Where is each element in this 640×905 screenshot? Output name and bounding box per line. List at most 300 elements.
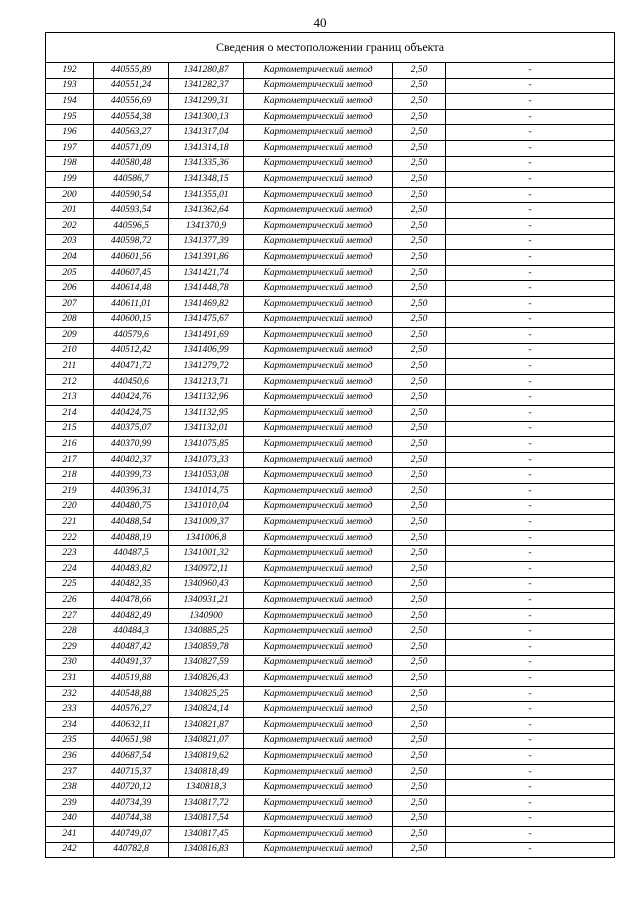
y-coordinate-cell: 1340826,43	[169, 671, 244, 687]
y-coordinate-cell: 1340960,43	[169, 577, 244, 593]
x-coordinate-cell: 440554,38	[94, 109, 169, 125]
note-cell: -	[446, 749, 615, 765]
note-cell: -	[446, 546, 615, 562]
accuracy-cell: 2,50	[393, 468, 446, 484]
method-cell: Картометрический метод	[244, 639, 393, 655]
y-coordinate-cell: 1341282,37	[169, 78, 244, 94]
y-coordinate-cell: 1341491,69	[169, 328, 244, 344]
point-number-cell: 233	[46, 702, 94, 718]
note-cell: -	[446, 452, 615, 468]
method-cell: Картометрический метод	[244, 686, 393, 702]
table-row	[46, 686, 615, 702]
note-cell: -	[446, 484, 615, 500]
accuracy-cell: 2,50	[393, 109, 446, 125]
x-coordinate-cell: 440555,89	[94, 63, 169, 79]
y-coordinate-cell: 1340931,21	[169, 593, 244, 609]
x-coordinate-cell: 440600,15	[94, 312, 169, 328]
x-coordinate-cell: 440488,54	[94, 515, 169, 531]
note-cell: -	[446, 328, 615, 344]
accuracy-cell: 2,50	[393, 811, 446, 827]
method-cell: Картометрический метод	[244, 795, 393, 811]
point-number-cell: 199	[46, 172, 94, 188]
accuracy-cell: 2,50	[393, 764, 446, 780]
method-cell: Картометрический метод	[244, 374, 393, 390]
method-cell: Картометрический метод	[244, 437, 393, 453]
x-coordinate-cell: 440651,98	[94, 733, 169, 749]
method-cell: Картометрический метод	[244, 265, 393, 281]
accuracy-cell: 2,50	[393, 203, 446, 219]
table-row	[46, 827, 615, 843]
x-coordinate-cell: 440593,54	[94, 203, 169, 219]
table-row	[46, 733, 615, 749]
y-coordinate-cell: 1341406,99	[169, 343, 244, 359]
accuracy-cell: 2,50	[393, 406, 446, 422]
x-coordinate-cell: 440487,5	[94, 546, 169, 562]
x-coordinate-cell: 440519,88	[94, 671, 169, 687]
method-cell: Картометрический метод	[244, 172, 393, 188]
point-number-cell: 236	[46, 749, 94, 765]
x-coordinate-cell: 440580,48	[94, 156, 169, 172]
method-cell: Картометрический метод	[244, 78, 393, 94]
point-number-cell: 230	[46, 655, 94, 671]
method-cell: Картометрический метод	[244, 63, 393, 79]
note-cell: -	[446, 390, 615, 406]
x-coordinate-cell: 440512,42	[94, 343, 169, 359]
method-cell: Картометрический метод	[244, 608, 393, 624]
accuracy-cell: 2,50	[393, 125, 446, 141]
table-row	[46, 140, 615, 156]
note-cell: -	[446, 530, 615, 546]
note-cell: -	[446, 702, 615, 718]
note-cell: -	[446, 156, 615, 172]
y-coordinate-cell: 1340817,72	[169, 795, 244, 811]
x-coordinate-cell: 440607,45	[94, 265, 169, 281]
accuracy-cell: 2,50	[393, 608, 446, 624]
note-cell: -	[446, 827, 615, 843]
x-coordinate-cell: 440488,19	[94, 530, 169, 546]
y-coordinate-cell: 1341075,85	[169, 437, 244, 453]
table-row	[46, 764, 615, 780]
accuracy-cell: 2,50	[393, 218, 446, 234]
y-coordinate-cell: 1341009,37	[169, 515, 244, 531]
accuracy-cell: 2,50	[393, 234, 446, 250]
y-coordinate-cell: 1340824,14	[169, 702, 244, 718]
x-coordinate-cell: 440483,82	[94, 562, 169, 578]
x-coordinate-cell: 440614,48	[94, 281, 169, 297]
accuracy-cell: 2,50	[393, 733, 446, 749]
y-coordinate-cell: 1341335,36	[169, 156, 244, 172]
x-coordinate-cell: 440482,35	[94, 577, 169, 593]
point-number-cell: 222	[46, 530, 94, 546]
note-cell: -	[446, 203, 615, 219]
y-coordinate-cell: 1341377,39	[169, 234, 244, 250]
table-row	[46, 250, 615, 266]
note-cell: -	[446, 406, 615, 422]
y-coordinate-cell: 1341391,86	[169, 250, 244, 266]
accuracy-cell: 2,50	[393, 749, 446, 765]
accuracy-cell: 2,50	[393, 390, 446, 406]
table-row	[46, 842, 615, 858]
x-coordinate-cell: 440396,31	[94, 484, 169, 500]
x-coordinate-cell: 440596,5	[94, 218, 169, 234]
accuracy-cell: 2,50	[393, 780, 446, 796]
note-cell: -	[446, 374, 615, 390]
method-cell: Картометрический метод	[244, 577, 393, 593]
y-coordinate-cell: 1340817,45	[169, 827, 244, 843]
note-cell: -	[446, 499, 615, 515]
y-coordinate-cell: 1341001,32	[169, 546, 244, 562]
y-coordinate-cell: 1340819,62	[169, 749, 244, 765]
x-coordinate-cell: 440487,42	[94, 639, 169, 655]
x-coordinate-cell: 440687,54	[94, 749, 169, 765]
method-cell: Картометрический метод	[244, 562, 393, 578]
table-title: Сведения о местоположении границ объекта	[46, 33, 615, 63]
note-cell: -	[446, 312, 615, 328]
y-coordinate-cell: 1340972,11	[169, 562, 244, 578]
x-coordinate-cell: 440399,73	[94, 468, 169, 484]
method-cell: Картометрический метод	[244, 359, 393, 375]
point-number-cell: 218	[46, 468, 94, 484]
method-cell: Картометрический метод	[244, 390, 393, 406]
table-row	[46, 109, 615, 125]
note-cell: -	[446, 639, 615, 655]
accuracy-cell: 2,50	[393, 156, 446, 172]
point-number-cell: 212	[46, 374, 94, 390]
point-number-cell: 235	[46, 733, 94, 749]
method-cell: Картометрический метод	[244, 764, 393, 780]
y-coordinate-cell: 1341370,9	[169, 218, 244, 234]
accuracy-cell: 2,50	[393, 515, 446, 531]
accuracy-cell: 2,50	[393, 717, 446, 733]
table-row	[46, 312, 615, 328]
x-coordinate-cell: 440484,3	[94, 624, 169, 640]
accuracy-cell: 2,50	[393, 421, 446, 437]
x-coordinate-cell: 440611,01	[94, 296, 169, 312]
point-number-cell: 203	[46, 234, 94, 250]
accuracy-cell: 2,50	[393, 795, 446, 811]
method-cell: Картометрический метод	[244, 406, 393, 422]
note-cell: -	[446, 296, 615, 312]
x-coordinate-cell: 440424,75	[94, 406, 169, 422]
x-coordinate-cell: 440450,6	[94, 374, 169, 390]
note-cell: -	[446, 811, 615, 827]
method-cell: Картометрический метод	[244, 546, 393, 562]
method-cell: Картометрический метод	[244, 593, 393, 609]
y-coordinate-cell: 1340900	[169, 608, 244, 624]
point-number-cell: 202	[46, 218, 94, 234]
table-row	[46, 671, 615, 687]
accuracy-cell: 2,50	[393, 593, 446, 609]
method-cell: Картометрический метод	[244, 530, 393, 546]
x-coordinate-cell: 440563,27	[94, 125, 169, 141]
y-coordinate-cell: 1340885,25	[169, 624, 244, 640]
table-row	[46, 530, 615, 546]
note-cell: -	[446, 655, 615, 671]
method-cell: Картометрический метод	[244, 515, 393, 531]
table-row	[46, 562, 615, 578]
accuracy-cell: 2,50	[393, 686, 446, 702]
point-number-cell: 225	[46, 577, 94, 593]
method-cell: Картометрический метод	[244, 484, 393, 500]
table-row	[46, 359, 615, 375]
accuracy-cell: 2,50	[393, 484, 446, 500]
note-cell: -	[446, 795, 615, 811]
note-cell: -	[446, 562, 615, 578]
x-coordinate-cell: 440556,69	[94, 94, 169, 110]
y-coordinate-cell: 1341279,72	[169, 359, 244, 375]
y-coordinate-cell: 1340821,87	[169, 717, 244, 733]
point-number-cell: 210	[46, 343, 94, 359]
point-number-cell: 242	[46, 842, 94, 858]
y-coordinate-cell: 1341280,87	[169, 63, 244, 79]
table-row	[46, 234, 615, 250]
accuracy-cell: 2,50	[393, 624, 446, 640]
x-coordinate-cell: 440715,37	[94, 764, 169, 780]
x-coordinate-cell: 440370,99	[94, 437, 169, 453]
point-number-cell: 196	[46, 125, 94, 141]
y-coordinate-cell: 1341132,96	[169, 390, 244, 406]
note-cell: -	[446, 359, 615, 375]
point-number-cell: 207	[46, 296, 94, 312]
point-number-cell: 226	[46, 593, 94, 609]
x-coordinate-cell: 440548,88	[94, 686, 169, 702]
point-number-cell: 217	[46, 452, 94, 468]
table-row	[46, 593, 615, 609]
accuracy-cell: 2,50	[393, 530, 446, 546]
table-row	[46, 780, 615, 796]
point-number-cell: 219	[46, 484, 94, 500]
table-row	[46, 484, 615, 500]
table-row	[46, 172, 615, 188]
note-cell: -	[446, 234, 615, 250]
y-coordinate-cell: 1341362,64	[169, 203, 244, 219]
point-number-cell: 197	[46, 140, 94, 156]
y-coordinate-cell: 1341348,15	[169, 172, 244, 188]
table-row	[46, 94, 615, 110]
method-cell: Картометрический метод	[244, 140, 393, 156]
accuracy-cell: 2,50	[393, 172, 446, 188]
note-cell: -	[446, 78, 615, 94]
method-cell: Картометрический метод	[244, 328, 393, 344]
table-row	[46, 203, 615, 219]
x-coordinate-cell: 440734,39	[94, 795, 169, 811]
point-number-cell: 231	[46, 671, 94, 687]
y-coordinate-cell: 1341299,31	[169, 94, 244, 110]
accuracy-cell: 2,50	[393, 499, 446, 515]
method-cell: Картометрический метод	[244, 109, 393, 125]
method-cell: Картометрический метод	[244, 187, 393, 203]
y-coordinate-cell: 1340818,3	[169, 780, 244, 796]
table-row	[46, 156, 615, 172]
method-cell: Картометрический метод	[244, 624, 393, 640]
point-number-cell: 234	[46, 717, 94, 733]
point-number-cell: 223	[46, 546, 94, 562]
note-cell: -	[446, 717, 615, 733]
table-row	[46, 452, 615, 468]
method-cell: Картометрический метод	[244, 780, 393, 796]
note-cell: -	[446, 250, 615, 266]
accuracy-cell: 2,50	[393, 187, 446, 203]
x-coordinate-cell: 440586,7	[94, 172, 169, 188]
table-row	[46, 795, 615, 811]
method-cell: Картометрический метод	[244, 343, 393, 359]
table-row	[46, 749, 615, 765]
note-cell: -	[446, 421, 615, 437]
table-row	[46, 296, 615, 312]
note-cell: -	[446, 109, 615, 125]
note-cell: -	[446, 265, 615, 281]
table-row	[46, 328, 615, 344]
point-number-cell: 215	[46, 421, 94, 437]
note-cell: -	[446, 218, 615, 234]
note-cell: -	[446, 515, 615, 531]
table-row	[46, 265, 615, 281]
accuracy-cell: 2,50	[393, 359, 446, 375]
table-row	[46, 437, 615, 453]
x-coordinate-cell: 440579,6	[94, 328, 169, 344]
note-cell: -	[446, 343, 615, 359]
point-number-cell: 204	[46, 250, 94, 266]
x-coordinate-cell: 440632,11	[94, 717, 169, 733]
point-number-cell: 227	[46, 608, 94, 624]
y-coordinate-cell: 1340821,07	[169, 733, 244, 749]
accuracy-cell: 2,50	[393, 78, 446, 94]
accuracy-cell: 2,50	[393, 140, 446, 156]
method-cell: Картометрический метод	[244, 296, 393, 312]
page-number: 40	[313, 15, 327, 30]
y-coordinate-cell: 1341006,8	[169, 530, 244, 546]
point-number-cell: 213	[46, 390, 94, 406]
method-cell: Картометрический метод	[244, 156, 393, 172]
note-cell: -	[446, 780, 615, 796]
table-row	[46, 390, 615, 406]
x-coordinate-cell: 440478,66	[94, 593, 169, 609]
x-coordinate-cell: 440424,76	[94, 390, 169, 406]
point-number-cell: 221	[46, 515, 94, 531]
method-cell: Картометрический метод	[244, 125, 393, 141]
table-row	[46, 811, 615, 827]
x-coordinate-cell: 440590,54	[94, 187, 169, 203]
note-cell: -	[446, 593, 615, 609]
x-coordinate-cell: 440782,8	[94, 842, 169, 858]
method-cell: Картометрический метод	[244, 499, 393, 515]
method-cell: Картометрический метод	[244, 733, 393, 749]
note-cell: -	[446, 281, 615, 297]
y-coordinate-cell: 1341300,13	[169, 109, 244, 125]
y-coordinate-cell: 1341132,95	[169, 406, 244, 422]
note-cell: -	[446, 733, 615, 749]
note-cell: -	[446, 468, 615, 484]
table-row	[46, 421, 615, 437]
x-coordinate-cell: 440375,07	[94, 421, 169, 437]
x-coordinate-cell: 440491,37	[94, 655, 169, 671]
note-cell: -	[446, 437, 615, 453]
method-cell: Картометрический метод	[244, 468, 393, 484]
point-number-cell: 237	[46, 764, 94, 780]
point-number-cell: 239	[46, 795, 94, 811]
y-coordinate-cell: 1341448,78	[169, 281, 244, 297]
accuracy-cell: 2,50	[393, 546, 446, 562]
table-row	[46, 281, 615, 297]
x-coordinate-cell: 440551,24	[94, 78, 169, 94]
accuracy-cell: 2,50	[393, 827, 446, 843]
method-cell: Картометрический метод	[244, 717, 393, 733]
x-coordinate-cell: 440749,07	[94, 827, 169, 843]
y-coordinate-cell: 1341213,71	[169, 374, 244, 390]
x-coordinate-cell: 440598,72	[94, 234, 169, 250]
table-row	[46, 515, 615, 531]
note-cell: -	[446, 125, 615, 141]
y-coordinate-cell: 1341475,67	[169, 312, 244, 328]
y-coordinate-cell: 1341132,01	[169, 421, 244, 437]
x-coordinate-cell: 440471,72	[94, 359, 169, 375]
accuracy-cell: 2,50	[393, 343, 446, 359]
table-body	[46, 63, 615, 858]
table-row	[46, 717, 615, 733]
accuracy-cell: 2,50	[393, 250, 446, 266]
method-cell: Картометрический метод	[244, 218, 393, 234]
accuracy-cell: 2,50	[393, 265, 446, 281]
note-cell: -	[446, 63, 615, 79]
x-coordinate-cell: 440482,49	[94, 608, 169, 624]
table-row	[46, 468, 615, 484]
note-cell: -	[446, 764, 615, 780]
y-coordinate-cell: 1341355,01	[169, 187, 244, 203]
note-cell: -	[446, 608, 615, 624]
x-coordinate-cell: 440576,27	[94, 702, 169, 718]
note-cell: -	[446, 624, 615, 640]
boundary-coordinates-table	[45, 32, 615, 858]
y-coordinate-cell: 1340859,78	[169, 639, 244, 655]
method-cell: Картометрический метод	[244, 452, 393, 468]
point-number-cell: 198	[46, 156, 94, 172]
table-row	[46, 374, 615, 390]
x-coordinate-cell: 440571,09	[94, 140, 169, 156]
accuracy-cell: 2,50	[393, 452, 446, 468]
point-number-cell: 209	[46, 328, 94, 344]
point-number-cell: 229	[46, 639, 94, 655]
y-coordinate-cell: 1341317,04	[169, 125, 244, 141]
accuracy-cell: 2,50	[393, 437, 446, 453]
table-row	[46, 406, 615, 422]
note-cell: -	[446, 671, 615, 687]
table-row	[46, 546, 615, 562]
accuracy-cell: 2,50	[393, 94, 446, 110]
table-row	[46, 639, 615, 655]
point-number-cell: 228	[46, 624, 94, 640]
point-number-cell: 224	[46, 562, 94, 578]
point-number-cell: 201	[46, 203, 94, 219]
table-row	[46, 577, 615, 593]
table-row	[46, 125, 615, 141]
accuracy-cell: 2,50	[393, 639, 446, 655]
point-number-cell: 194	[46, 94, 94, 110]
method-cell: Картометрический метод	[244, 234, 393, 250]
note-cell: -	[446, 842, 615, 858]
method-cell: Картометрический метод	[244, 749, 393, 765]
accuracy-cell: 2,50	[393, 374, 446, 390]
table-row	[46, 63, 615, 79]
y-coordinate-cell: 1340818,49	[169, 764, 244, 780]
note-cell: -	[446, 172, 615, 188]
note-cell: -	[446, 94, 615, 110]
accuracy-cell: 2,50	[393, 328, 446, 344]
table-row	[46, 187, 615, 203]
accuracy-cell: 2,50	[393, 296, 446, 312]
y-coordinate-cell: 1341014,75	[169, 484, 244, 500]
table-row	[46, 343, 615, 359]
point-number-cell: 195	[46, 109, 94, 125]
